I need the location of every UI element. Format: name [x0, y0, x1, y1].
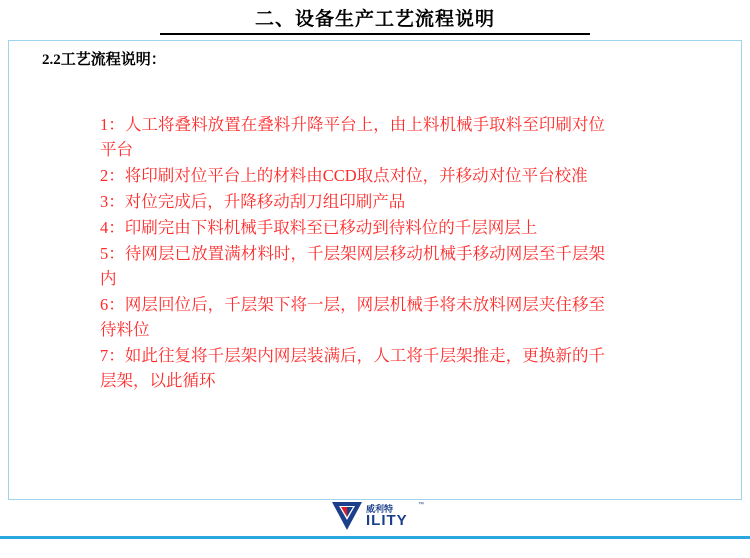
page-title: 二、设备生产工艺流程说明 — [254, 9, 495, 30]
section-heading: 2.2工艺流程说明： — [42, 52, 166, 68]
list-item: 6：网层回位后，千层架下将一层，网层机械手将未放料网层夹住移至待料位 — [100, 295, 605, 339]
logo-chinese-name: 威利特 — [366, 504, 394, 514]
list-item: 5：待网层已放置满材料时，千层架网层移动机械手移动网层至千层架内 — [100, 244, 605, 288]
footer-accent-bar — [0, 536, 750, 539]
logo-english-name: ILITY — [366, 512, 408, 529]
list-item: 1：人工将叠料放置在叠料升降平台上，由上料机械手取料至印刷对位平台 — [100, 115, 605, 159]
logo-trademark-symbol: ™ — [418, 502, 424, 508]
company-logo — [330, 500, 440, 534]
list-item: 4：印刷完由下料机械手取料至已移动到待料位的千层网层上 — [100, 218, 538, 237]
logo-diamond-icon — [330, 500, 364, 532]
list-item: 7：如此往复将千层架内网层装满后，人工将千层架推走，更换新的千层架，以此循环 — [100, 346, 605, 390]
header-divider — [160, 33, 590, 35]
logo-wordmark — [366, 502, 442, 532]
list-item: 2：将印刷对位平台上的材料由CCD取点对位，并移动对位平台校准 — [100, 166, 588, 185]
slide-header — [0, 0, 750, 36]
process-step-list — [100, 112, 605, 394]
list-item: 3：对位完成后，升降移动刮刀组印刷产品 — [100, 192, 406, 211]
